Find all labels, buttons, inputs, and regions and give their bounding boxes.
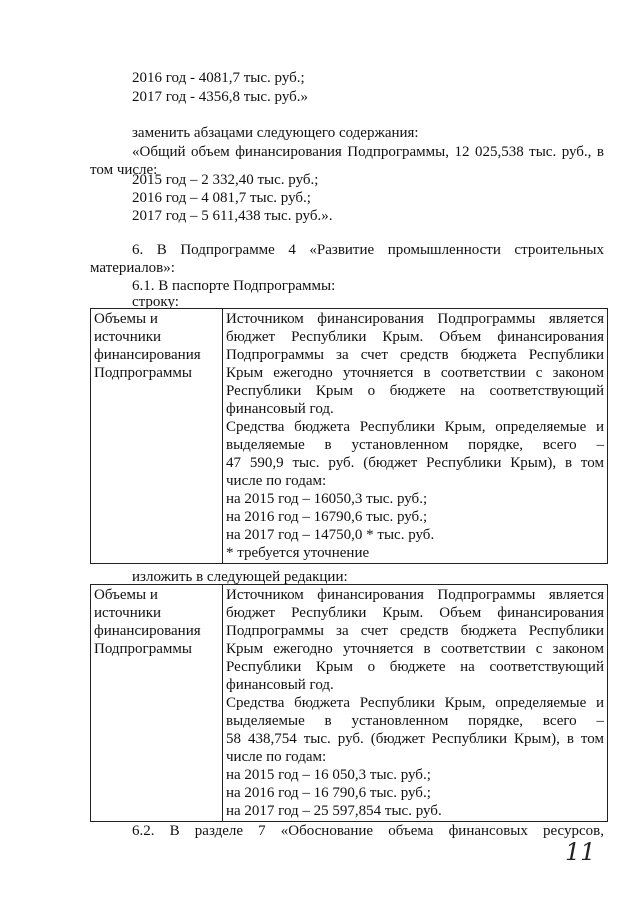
passport-table-new	[90, 584, 608, 822]
content-line: Источником финансирования Подпрограммы является	[226, 587, 604, 603]
label-line: финансирования	[94, 623, 201, 639]
year-2016-old: 2016 год - 4081,7 тыс. руб.;	[132, 70, 305, 86]
table-label-cell	[91, 585, 223, 822]
table-row	[91, 309, 608, 564]
content-line: Республики Крым о бюджете на соответствующий	[226, 659, 604, 675]
content-line: Крым ежегодно уточняется в соответствии с законом	[226, 641, 604, 657]
content-line: числе по годам:	[226, 473, 327, 489]
year-line-2015: 2015 год – 2 332,40 тыс. руб.;	[132, 172, 319, 188]
total-financing-line1: «Общий объем финансирования Подпрограммы, 12 025,538 тыс. руб., в	[132, 144, 604, 160]
label-line: источники	[94, 329, 162, 345]
content-line: на 2016 год – 16 790,6 тыс. руб.;	[226, 785, 431, 801]
section-6-heading-cont: материалов»:	[90, 260, 175, 276]
content-line: выделяемые в установленном порядке, всего –	[226, 713, 604, 729]
replace-intro: заменить абзацами следующего содержания:	[132, 125, 419, 141]
content-line: бюджет Республики Крым. Объем финансирования	[226, 329, 604, 345]
section-6-2: 6.2. В разделе 7 «Обоснование объема финансовых ресурсов,	[132, 823, 604, 839]
content-line: финансовый год.	[226, 401, 334, 417]
content-line: на 2017 год – 25 597,854 тыс. руб.	[226, 803, 442, 819]
label-line: Подпрограммы	[94, 641, 192, 657]
year-line-2016: 2016 год – 4 081,7 тыс. руб.;	[132, 190, 311, 206]
content-line: на 2016 год – 16790,6 тыс. руб.;	[226, 509, 428, 525]
content-line: бюджет Республики Крым. Объем финансирования	[226, 605, 604, 621]
row-word: строку:	[132, 294, 179, 310]
content-line: Средства бюджета Республики Крым, определяемые и	[226, 419, 604, 435]
label-line: Подпрограммы	[94, 365, 192, 381]
year-line-2017: 2017 год – 5 611,438 тыс. руб.».	[132, 208, 333, 224]
content-line: числе по годам:	[226, 749, 327, 765]
table-row	[91, 585, 608, 822]
content-line: 58 438,754 тыс. руб. (бюджет Республики Крым), в том	[226, 731, 604, 747]
content-line: Источником финансирования Подпрограммы является	[226, 311, 604, 327]
passport-table-old	[90, 308, 608, 564]
content-line: Подпрограммы за счет средств бюджета Республики	[226, 347, 604, 363]
section-6-1: 6.1. В паспорте Подпрограммы:	[132, 278, 336, 294]
label-line: Объемы и	[94, 587, 158, 603]
content-line: финансовый год.	[226, 677, 334, 693]
content-line: Подпрограммы за счет средств бюджета Республики	[226, 623, 604, 639]
new-edition-intro: изложить в следующей редакции:	[132, 569, 348, 585]
content-line: на 2017 год – 14750,0 * тыс. руб.	[226, 527, 435, 543]
content-line: Средства бюджета Республики Крым, определяемые и	[226, 695, 604, 711]
content-line: на 2015 год – 16 050,3 тыс. руб.;	[226, 767, 431, 783]
content-line: Республики Крым о бюджете на соответствующий	[226, 383, 604, 399]
content-line: на 2015 год – 16050,3 тыс. руб.;	[226, 491, 428, 507]
footnote-line: * требуется уточнение	[226, 545, 370, 561]
label-line: Объемы и	[94, 311, 158, 327]
total-financing-line2: том числе:	[90, 162, 158, 178]
table-content-cell	[223, 309, 608, 564]
content-line: выделяемые в установленном порядке, всего –	[226, 437, 604, 453]
page-number: 11	[565, 838, 596, 866]
label-line: финансирования	[94, 347, 201, 363]
table-content-cell	[223, 585, 608, 822]
label-line: источники	[94, 605, 162, 621]
year-2017-old: 2017 год - 4356,8 тыс. руб.»	[132, 89, 309, 105]
section-6-heading: 6. В Подпрограмме 4 «Развитие промышленности строительных	[132, 242, 604, 258]
content-line: Крым ежегодно уточняется в соответствии с законом	[226, 365, 604, 381]
table-label-cell	[91, 309, 223, 564]
content-line: 47 590,9 тыс. руб. (бюджет Республики Крым), в том	[226, 455, 604, 471]
